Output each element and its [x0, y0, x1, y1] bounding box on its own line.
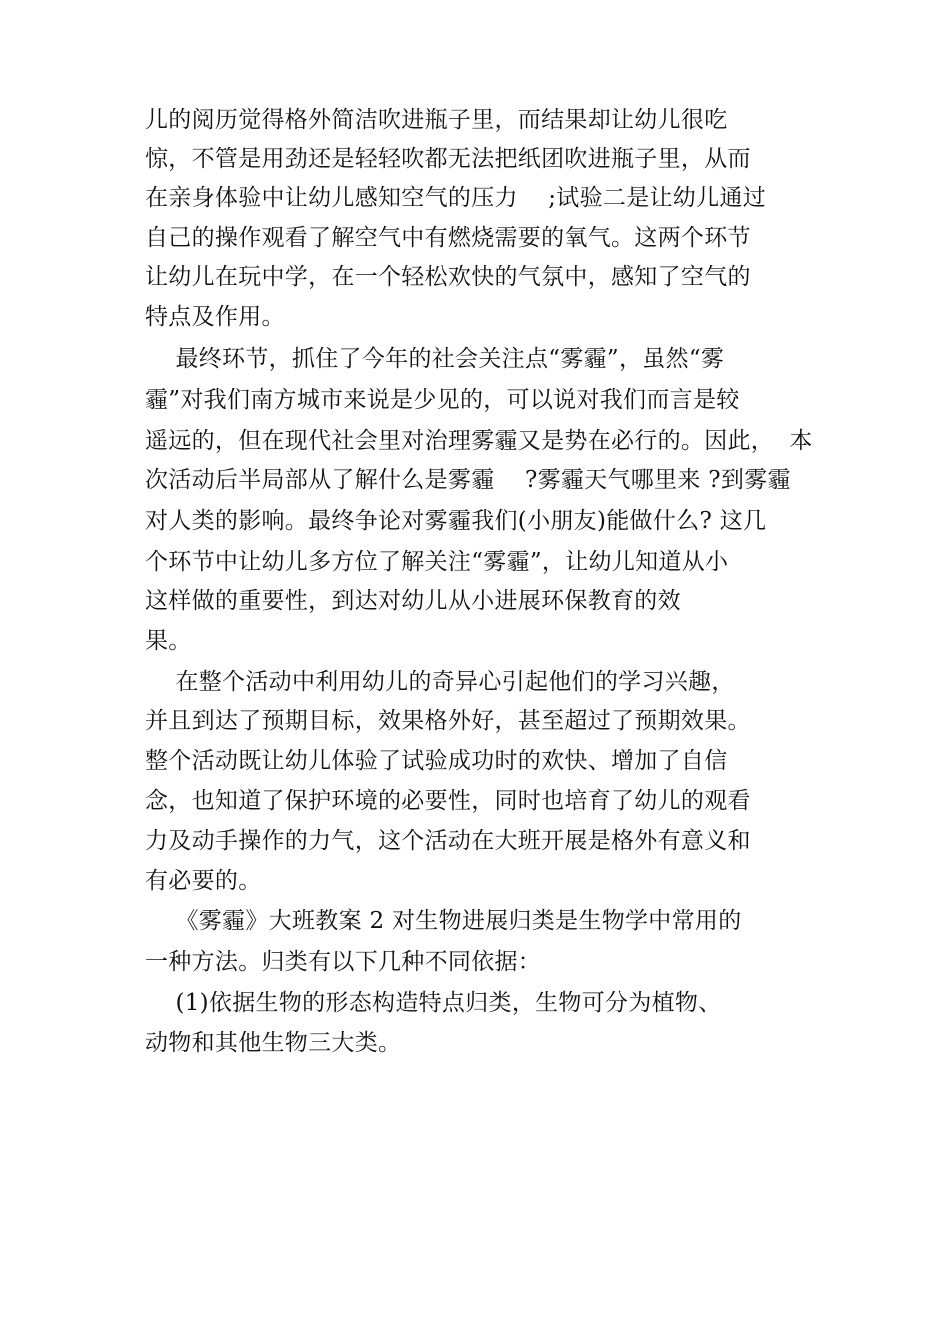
text-line: 儿的阅历觉得格外简洁吹进瓶子里，而结果却让幼儿很吃 — [145, 107, 728, 133]
text-line: 最终环节，抓住了今年的社会关注点“雾霾”，虽然“雾 — [145, 346, 725, 372]
text-line: 惊，不管是用劲还是轻轻吹都无法把纸团吹进瓶子里，从而 — [145, 146, 751, 172]
text-line: (1)依据生物的形态构造特点归类，生物可分为植物、 — [145, 990, 722, 1016]
text-line: 有必要的。 — [145, 868, 262, 894]
text-line: 念，也知道了保护环境的必要性，同时也培育了幼儿的观看 — [145, 788, 751, 814]
text-line: 对人类的影响。最终争论对雾霾我们(小朋友)能做什么? 这几 — [145, 508, 767, 534]
text-line: 次活动后半局部从了解什么是雾霾 ?雾霾天气哪里来 ?到雾霾 — [145, 467, 791, 493]
text-line: 整个活动既让幼儿体验了试验成功时的欢快、增加了自信 — [145, 748, 728, 774]
text-line: 一种方法。归类有以下几种不同依据： — [145, 949, 542, 975]
text-line: 自己的操作观看了解空气中有燃烧需要的氧气。这两个环节 — [145, 225, 751, 251]
text-line: 霾”对我们南方城市来说是少见的，可以说对我们而言是较 — [145, 387, 740, 413]
text-line: 在亲身体验中让幼儿感知空气的压力 ;试验二是让幼儿通过 — [145, 185, 766, 211]
text-line: 个环节中让幼儿多方位了解关注“雾霾”，让幼儿知道从小 — [145, 549, 729, 575]
text-line: 特点及作用。 — [145, 304, 285, 330]
text-line: 《雾霾》大班教案 2 对生物进展归类是生物学中常用的 — [145, 908, 742, 934]
text-line: 在整个活动中利用幼儿的奇异心引起他们的学习兴趣， — [145, 669, 735, 695]
text-line: 遥远的，但在现代社会里对治理雾霾又是势在必行的。因此， 本 — [145, 428, 813, 454]
text-line: 动物和其他生物三大类。 — [145, 1030, 402, 1056]
text-line: 并且到达了预期目标，效果格外好，甚至超过了预期效果。 — [145, 708, 751, 734]
text-line: 力及动手操作的力气，这个活动在大班开展是格外有意义和 — [145, 828, 751, 854]
text-line: 让幼儿在玩中学，在一个轻松欢快的气氛中，感知了空气的 — [145, 264, 751, 290]
text-line: 这样做的重要性，到达对幼儿从小进展环保教育的效 — [145, 588, 681, 614]
text-line: 果。 — [145, 628, 192, 654]
